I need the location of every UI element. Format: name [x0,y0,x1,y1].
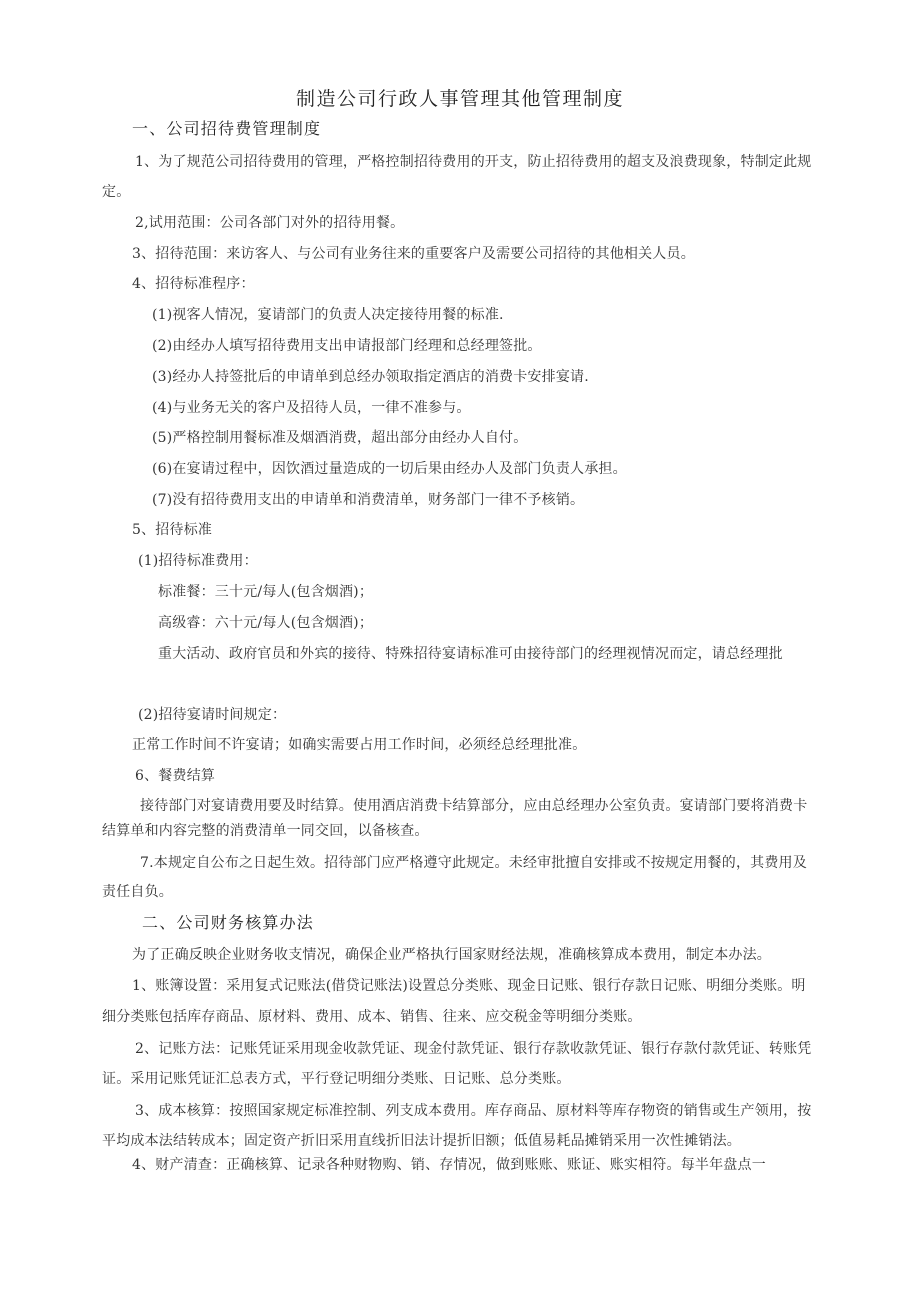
procedure-step: (4)与业务无关的客户及招待人员，一律不准参与。 [152,400,471,416]
procedure-step: (1)视客人情况，宴请部门的负责人决定接待用餐的标准. [152,307,504,323]
section1-p7-line1: 7.本规定自公布之日起生效。招待部门应严格遵守此规定。未经审批擅自安排或不按规定用餐的，其费用及 [140,855,807,871]
section2-p1-line1: 1、账簿设置：采用复式记账法(借贷记账法)设置总分类账、现金日记账、银行存款日记账、明细分类账。明 [132,978,806,994]
section2-p1-line2: 细分类账包括库存商品、原材料、费用、成本、销售、往来、应交税金等明细分类账。 [102,1009,642,1025]
standard-cost-heading: (1)招待标准费用： [138,553,258,569]
section2-p3-line1: 3、成本核算：按照国家规定标准控制、列支成本费用。库存商品、原材料等库存物资的销售或生产领用，按 [135,1103,812,1119]
procedure-step: (7)没有招待费用支出的申请单和消费清单，财务部门一律不予核销。 [152,492,585,508]
procedure-step: (2)由经办人填写招待费用支出申请报部门经理和总经理签批。 [152,338,542,354]
section1-p6: 6、餐费结算 [135,768,216,784]
special-event-standard: 重大活动、政府官员和外宾的接待、特殊招待宴请标准可由接待部门的经理视情况而定，请总经理批 [158,646,783,662]
section2-p2-line2: 证。采用记账凭证汇总表方式，平行登记明细分类账、日记账、总分类账。 [102,1071,571,1087]
section1-heading: 一、公司招待费管理制度 [132,119,322,138]
procedure-step: (6)在宴请过程中，因饮酒过量造成的一切后果由经办人及部门负责人承担。 [152,461,627,477]
section2-p2-line1: 2、记账方法：记账凭证采用现金收款凭证、现金付款凭证、银行存款收款凭证、银行存款付款凭证、转账凭 [135,1041,812,1057]
document-title: 制造公司行政人事管理其他管理制度 [295,88,624,110]
procedure-step: (3)经办人持签批后的申请单到总经办领取指定酒店的消费卡安排宴请. [152,369,589,385]
section1-p1-line1: 1、为了规范公司招待费用的管理，严格控制招待费用的开支，防止招待费用的超支及浪费现象，特制定此规 [135,154,812,170]
time-rule-heading: (2)招待宴请时间规定： [138,707,287,723]
time-rule-text: 正常工作时间不许宴请；如确实需要占用工作时间，必须经总经理批准。 [132,737,587,753]
section1-p4: 4、招待标准程序： [132,276,255,292]
section1-p3: 3、招待范围：来访客人、与公司有业务往来的重要客户及需要公司招待的其他相关人员。 [132,246,695,262]
section1-p5: 5、招待标准 [132,522,213,538]
section2-p4-line1: 4、财产清查：正确核算、记录各种财物购、销、存情况，做到账账、账证、账实相符。每半年盘点一 [132,1157,766,1173]
section2-p3-line2: 平均成本法结转成本；固定资产折旧采用直线折旧法计提折旧额；低值易耗品摊销采用一次性摊销法。 [102,1133,741,1149]
section1-p6-line2: 结算单和内容完整的消费清单一同交回，以备核查。 [102,823,429,839]
section2-intro: 为了正确反映企业财务收支情况，确保企业严格执行国家财经法规，准确核算成本费用，制定本办法。 [132,947,771,963]
section2-heading: 二、公司财务核算办法 [142,913,315,932]
section1-p6-line1: 接待部门对宴请费用要及时结算。使用酒店消费卡结算部分，应由总经理办公室负责。宴请部门要将消费卡 [140,798,808,814]
standard-meal: 标准餐：三十元/每人(包含烟酒)； [158,584,374,600]
procedure-step: (5)严格控制用餐标准及烟酒消费，超出部分由经办人自付。 [152,430,528,446]
section1-p7-line2: 责任自负。 [102,884,173,900]
section1-p1-line2: 定。 [102,184,131,200]
premium-meal: 高级睿：六十元/每人(包含烟酒)； [158,615,374,631]
section1-p2: 2,试用范围：公司各部门对外的招待用餐。 [135,215,405,231]
